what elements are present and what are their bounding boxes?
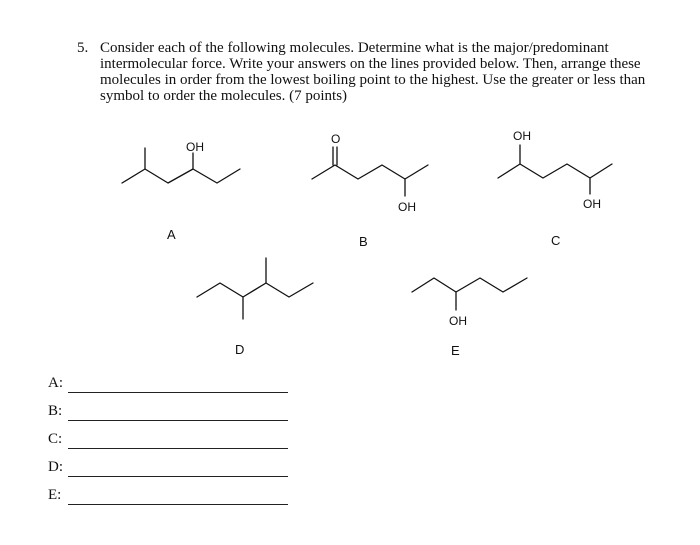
answer-label: E: [48, 487, 62, 503]
question-line: molecules in order from the lowest boiling point to the highest. Use the greater or less than [100, 72, 646, 88]
molecule-a-oh: OH [186, 140, 204, 154]
question-line: Consider each of the following molecules. Determine what is the major/predominant [100, 40, 609, 56]
answer-label: D: [48, 459, 63, 475]
answer-line-d[interactable] [68, 476, 288, 477]
answer-line-a[interactable] [68, 392, 288, 393]
molecule-e-oh: OH [449, 314, 467, 328]
molecule-b-label: B [359, 234, 368, 249]
molecule-c-skeleton [498, 145, 612, 194]
molecule-b-o: O [331, 132, 341, 146]
question-line: intermolecular force. Write your answers on the lines provided below. Then, arrange these [100, 56, 641, 72]
molecule-b-skeleton [312, 147, 428, 196]
answer-label: B: [48, 403, 63, 419]
answer-label: A: [48, 375, 63, 391]
question-number: 5. [77, 40, 89, 56]
molecule-c-label: C [551, 233, 561, 248]
molecule-a-label: A [167, 227, 176, 242]
molecule-c-oh-top: OH [513, 129, 531, 143]
molecule-d-skeleton [197, 258, 313, 319]
answer-line-c[interactable] [68, 448, 288, 449]
answer-line-b[interactable] [68, 420, 288, 421]
question-line: symbol to order the molecules. (7 points) [100, 88, 348, 104]
molecule-c-oh-bottom: OH [583, 197, 601, 211]
molecule-e-label: E [451, 343, 460, 358]
molecule-d-label: D [235, 342, 245, 357]
molecule-b-oh: OH [398, 200, 416, 214]
answer-label: C: [48, 431, 63, 447]
molecule-e-skeleton [412, 278, 527, 310]
molecule-a-skeleton [122, 148, 240, 183]
answer-line-e[interactable] [68, 504, 288, 505]
